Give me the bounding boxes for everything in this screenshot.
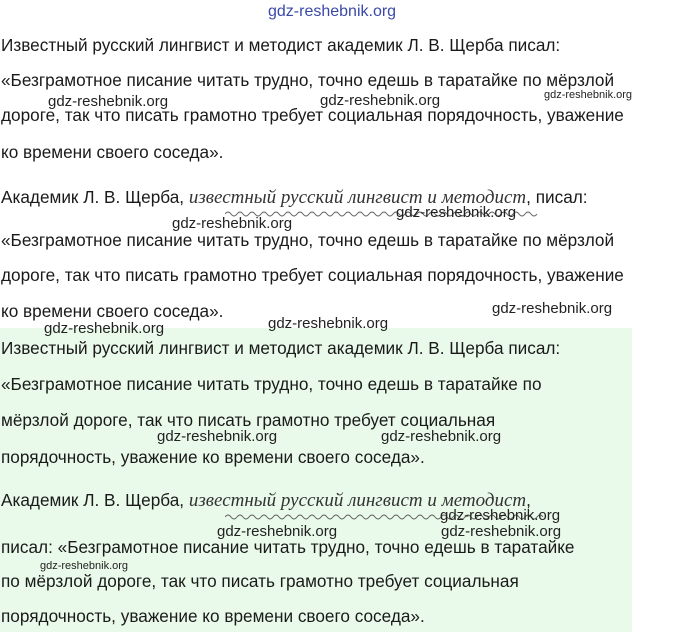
text-fragment: , (526, 490, 531, 510)
watermark: gdz-reshebnik.org (544, 89, 633, 101)
watermark: gdz-reshebnik.org (40, 560, 129, 572)
watermark: gdz-reshebnik.org (396, 204, 517, 221)
text-line: мёрзлой дороге, так что писать грамотно требует социальная (1, 410, 496, 430)
watermark: gdz-reshebnik.org (172, 215, 293, 232)
text-line: Известный русский лингвист и методист академик Л. В. Щерба писал: (1, 35, 561, 55)
watermark: gdz-reshebnik.org (381, 428, 502, 445)
watermark: gdz-reshebnik.org (320, 92, 441, 109)
watermark-header: gdz-reshebnik.org (268, 3, 397, 20)
watermark: gdz-reshebnik.org (44, 320, 165, 337)
text-line: дороге, так что писать грамотно требует социальная порядочность, уважение (1, 105, 624, 125)
text-line: ко времени своего соседа». (1, 301, 224, 321)
appositive-phrase: известный русский лингвист и методист (188, 187, 527, 208)
text-line: дороге, так что писать грамотно требует социальная порядочность, уважение (1, 265, 624, 285)
text-fragment: , писал: (526, 187, 588, 207)
watermark: gdz-reshebnik.org (492, 300, 613, 317)
text-line: «Безграмотное писание читать трудно, точно едешь в таратайке по мёрзлой (1, 230, 615, 250)
appositive-phrase: известный русский лингвист и методист (188, 490, 527, 511)
text-line: порядочность, уважение ко времени своего соседа». (1, 606, 425, 626)
text-line: по мёрзлой дороге, так что писать грамотно требует социальная (1, 571, 519, 591)
text-line: Известный русский лингвист и методист академик Л. В. Щерба писал: (1, 338, 561, 358)
text-line: ко времени своего соседа». (1, 142, 224, 162)
watermark: gdz-reshebnik.org (440, 507, 561, 524)
watermark: gdz-reshebnik.org (217, 523, 338, 540)
watermark: gdz-reshebnik.org (268, 315, 389, 332)
watermark: gdz-reshebnik.org (441, 523, 562, 540)
text-fragment: Академик Л. В. Щерба, (1, 490, 189, 510)
watermark: gdz-reshebnik.org (157, 428, 278, 445)
text-line: «Безграмотное писание читать трудно, точно едешь в таратайке по (1, 374, 542, 394)
watermark: gdz-reshebnik.org (48, 93, 169, 110)
text-line: писал: «Безграмотное писание читать трудно, точно едешь в таратайке (1, 537, 575, 557)
text-line: «Безграмотное писание читать трудно, точно едешь в таратайке по мёрзлой (1, 70, 615, 90)
text-line: порядочность, уважение ко времени своего соседа». (1, 447, 425, 467)
text-fragment: Академик Л. В. Щерба, (1, 187, 189, 207)
